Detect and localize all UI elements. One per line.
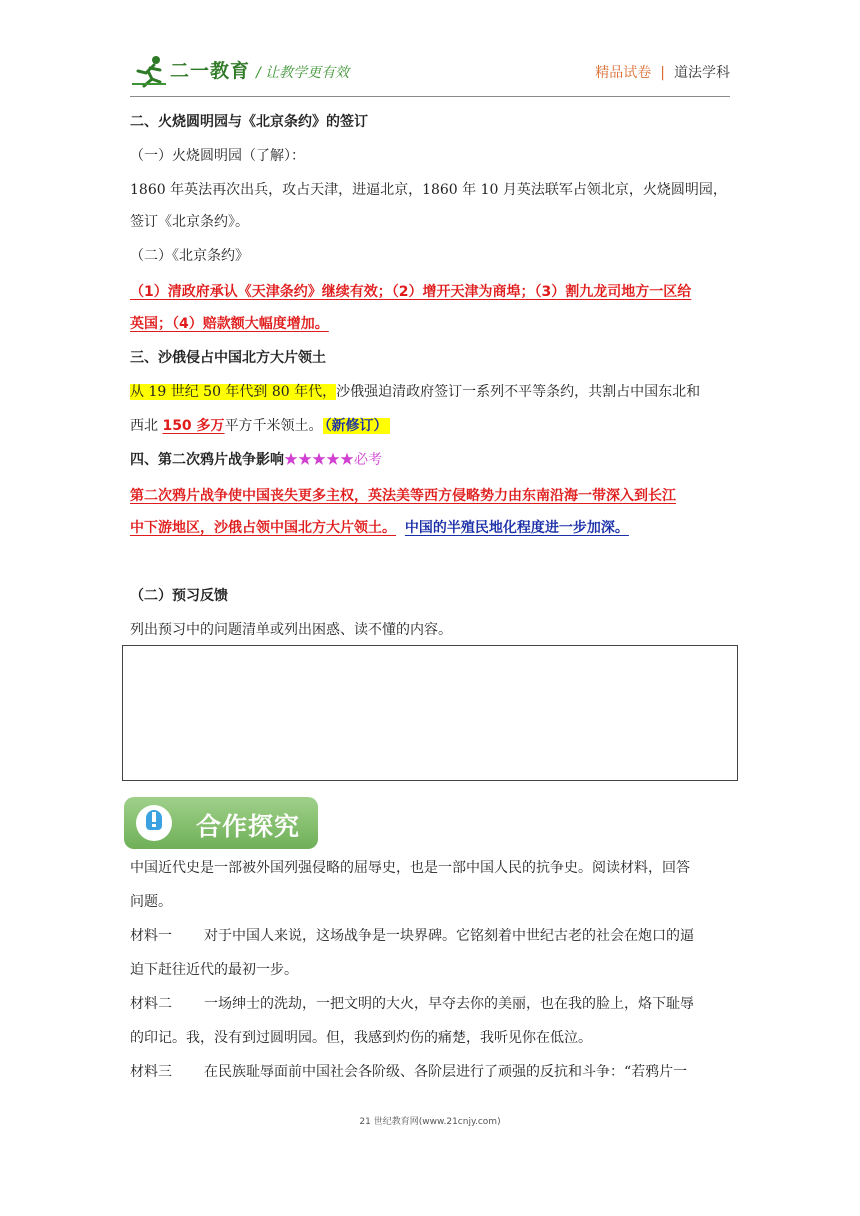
header-divider — [130, 96, 730, 97]
material-2-line1 — [130, 994, 694, 1014]
section-2-sub1: （一）火烧圆明园（了解）： — [130, 148, 305, 164]
header-category: 精品试卷 — [595, 65, 652, 81]
section-3-line1-rest: 沙俄强迫清政府签订一系列不平等条约，共割占中国东北和 — [336, 384, 701, 400]
star-rating-icon: ★★★★★ — [284, 452, 354, 468]
section-3-line2 — [130, 416, 390, 436]
material-1-line1 — [130, 926, 694, 946]
section-2-para-line1: 1860 年英法再次出兵，攻占天津，进逼北京，1860 年 10 月英法联军占领北京，火烧圆明园， — [130, 182, 727, 198]
running-figure-icon — [130, 54, 170, 88]
coop-banner — [124, 797, 318, 849]
section-3-title: 三、沙俄侵占中国北方大片领土 — [130, 350, 326, 366]
feedback-title: （二）预习反馈 — [130, 588, 228, 604]
material-2-label: 材料二 — [130, 996, 172, 1012]
section-3-line1 — [130, 382, 700, 402]
material-3-line1 — [130, 1062, 687, 1082]
section-2-red-line1: （1）清政府承认《天津条约》继续有效；（2）增开天津为商埠；（3）割九龙司地方一区给 — [130, 284, 692, 300]
section-4-blue-line2: 中国的半殖民地化程度进一步加深。 — [404, 520, 629, 536]
page-header — [130, 48, 730, 96]
section-4-title: 四、第二次鸦片战争影响 — [130, 452, 284, 468]
section-3-line2-a: 西北 — [130, 418, 163, 434]
section-4-title-line — [130, 450, 382, 470]
must-test-label: 必考 — [354, 452, 382, 468]
material-3-label: 材料三 — [130, 1064, 172, 1080]
section-4-line2 — [130, 518, 629, 538]
coop-intro-line2: 问题。 — [130, 894, 172, 910]
header-separator: | — [660, 65, 665, 81]
section-2-red-line2: 英国；（4）赔款额大幅度增加。 — [130, 316, 329, 332]
new-revision-badge: （新修订） — [324, 418, 388, 434]
feedback-desc: 列出预习中的问题清单或列出困惑、读不懂的内容。 — [130, 622, 452, 638]
section-2-sub2: （二）《北京条约》 — [130, 248, 249, 264]
section-2-title: 二、火烧圆明园与《北京条约》的签订 — [130, 114, 368, 130]
feedback-answer-box[interactable] — [122, 645, 738, 781]
territory-figure: 150 多万 — [162, 418, 225, 434]
header-subject: 道法学科 — [674, 65, 730, 81]
section-3-line2-b: 平方千米领土。 — [224, 418, 323, 434]
highlight-period: 从 19 世纪 50 年代到 80 年代， — [130, 384, 337, 400]
material-3-text1: 在民族耻辱面前中国社会各阶级、各阶层进行了顽强的反抗和斗争：“若鸦片一 — [204, 1064, 688, 1080]
material-2-line2: 的印记。我，没有到过圆明园。但，我感到灼伤的痛楚，我听见你在低泣。 — [130, 1030, 592, 1046]
section-4-red-line2: 中下游地区，沙俄占领中国北方大片领土。 — [130, 520, 396, 536]
logo-text: 二一教育 — [170, 60, 251, 82]
coop-banner-label: 合作探究 — [196, 812, 301, 841]
material-1-label: 材料一 — [130, 928, 172, 944]
section-2-para-line2: 签订《北京条约》。 — [130, 214, 249, 230]
material-1-line2: 迫下赶往近代的最初一步。 — [130, 962, 298, 978]
section-4-red-line1: 第二次鸦片战争使中国丧失更多主权，英法美等西方侵略势力由东南沿海一带深入到长江 — [130, 488, 676, 504]
slogan: / 让教学更有效 — [256, 65, 350, 81]
coop-intro-line1: 中国近代史是一部被外国列强侵略的屈辱史，也是一部中国人民的抗争史。阅读材料，回答 — [130, 860, 690, 876]
header-right — [595, 62, 730, 82]
page-footer: 21 世纪教育网(www.21cnjy.com) — [359, 1117, 501, 1127]
material-1-text1: 对于中国人来说，这场战争是一块界碑。它铭刻着中世纪古老的社会在炮口的逼 — [204, 928, 694, 944]
material-2-text1: 一场绅士的洗劫，一把文明的大火，早夺去你的美丽，也在我的脸上，烙下耻辱 — [204, 996, 694, 1012]
